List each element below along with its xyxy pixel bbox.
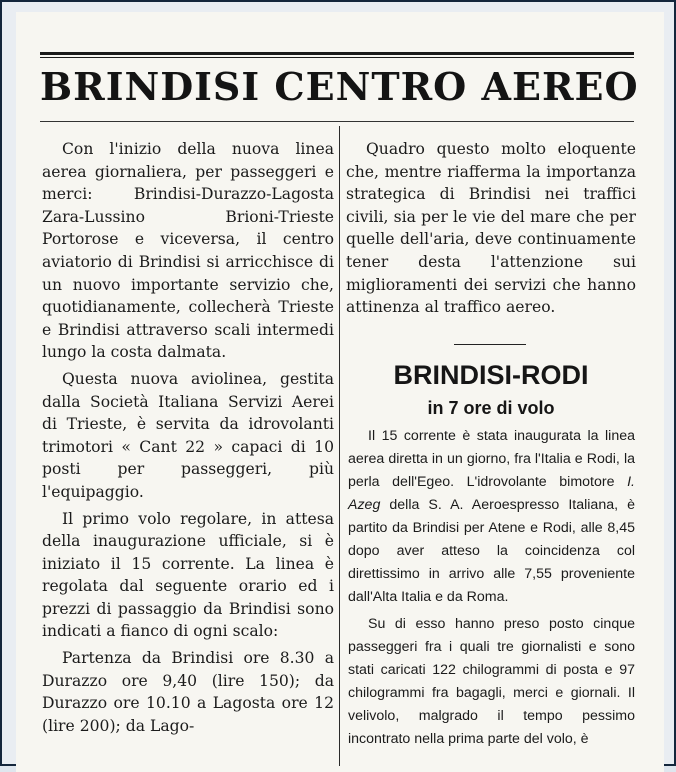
right-column-top: [346, 138, 636, 319]
section-separator: [454, 344, 526, 345]
right-paragraph-1: Quadro questo molto eloquente che, mentre riafferma la importanza strategica di Brindisi nei traffici civili, sia per le vie del mare che per quelle dell'aria, deve continuamente tener desta l'attenzione sui miglioramenti dei servizi che hanno attinenza al traffico aereo.: [346, 140, 636, 317]
left-paragraph-2: Questa nuova aviolinea, gestita dalla Società Italiana Servizi Aerei di Trieste, è servita da idrovolanti trimotori « Cant 22 » capaci di 10 posti per passeggeri, più l'equipaggio.: [42, 369, 334, 501]
headline-underline: [40, 121, 634, 122]
second-article-paragraph-2: Su di esso hanno preso posto cinque passeggeri fra i quali tre giornalisti e sono stati caricati 122 chilogrammi di posta e 97 chilogrammi fra bagagli, merci e giornali. Il velivolo, malgrado il tempo pessimo incontrato nella prima parte del volo, è: [348, 616, 635, 747]
left-paragraph-1: Con l'inizio della nuova linea aerea giornaliera, per passeggeri e merci: Brindisi-Durazzo-Lagosta Zara-Lussino Brioni-Trieste Portorose e viceversa, il centro aviatorio di Brindisi si arricchisce di un nuovo importante servizio che, quotidianamente, collecherà Trieste e Brindisi attraverso scali intermedi lungo la costa dalmata.: [42, 140, 334, 362]
paragraph-1-start: Il 15 corrente è stata inaugurata la linea aerea diretta in un giorno, fra l'Italia e Rodi, la perla dell'Egeo. L'idrovolante bimotore: [348, 428, 635, 490]
article-headline: BRINDISI CENTRO AEREO: [40, 64, 639, 109]
paragraph-1-end: della S. A. Aeroespresso Italiana, è partito da Brindisi per Atene e Rodi, alle 8,45 dopo aver atteso la coincidenza col direttissimo in arrivo alle 7,55 proveniente dall'Alta Italia e da Roma.: [348, 497, 635, 605]
masthead-rule-thick: [40, 52, 634, 55]
left-column: [42, 138, 334, 737]
aircraft-name: I. Azeg: [348, 474, 635, 513]
masthead-rule-thin: [40, 57, 634, 58]
second-article-headline: BRINDISI-RODI: [393, 360, 589, 390]
left-paragraph-4: Partenza da Brindisi ore 8.30 a Durazzo ore 9,40 (lire 150); da Durazzo ore 10.10 a Lagosta ore 12 (lire 200); da Lago-: [42, 649, 334, 735]
second-article-body: [348, 425, 635, 751]
left-paragraph-3: Il primo volo regolare, in attesa della inaugurazione ufficiale, si è iniziato il 15 corrente. La linea è regolata dal seguente orario ed i prezzi di passaggio da Brindisi sono indicati a fianco di ogni scalo:: [42, 509, 334, 641]
column-divider: [339, 126, 340, 766]
second-article-deck: in 7 ore di volo: [427, 398, 555, 418]
second-article-paragraph-1: [348, 425, 635, 609]
